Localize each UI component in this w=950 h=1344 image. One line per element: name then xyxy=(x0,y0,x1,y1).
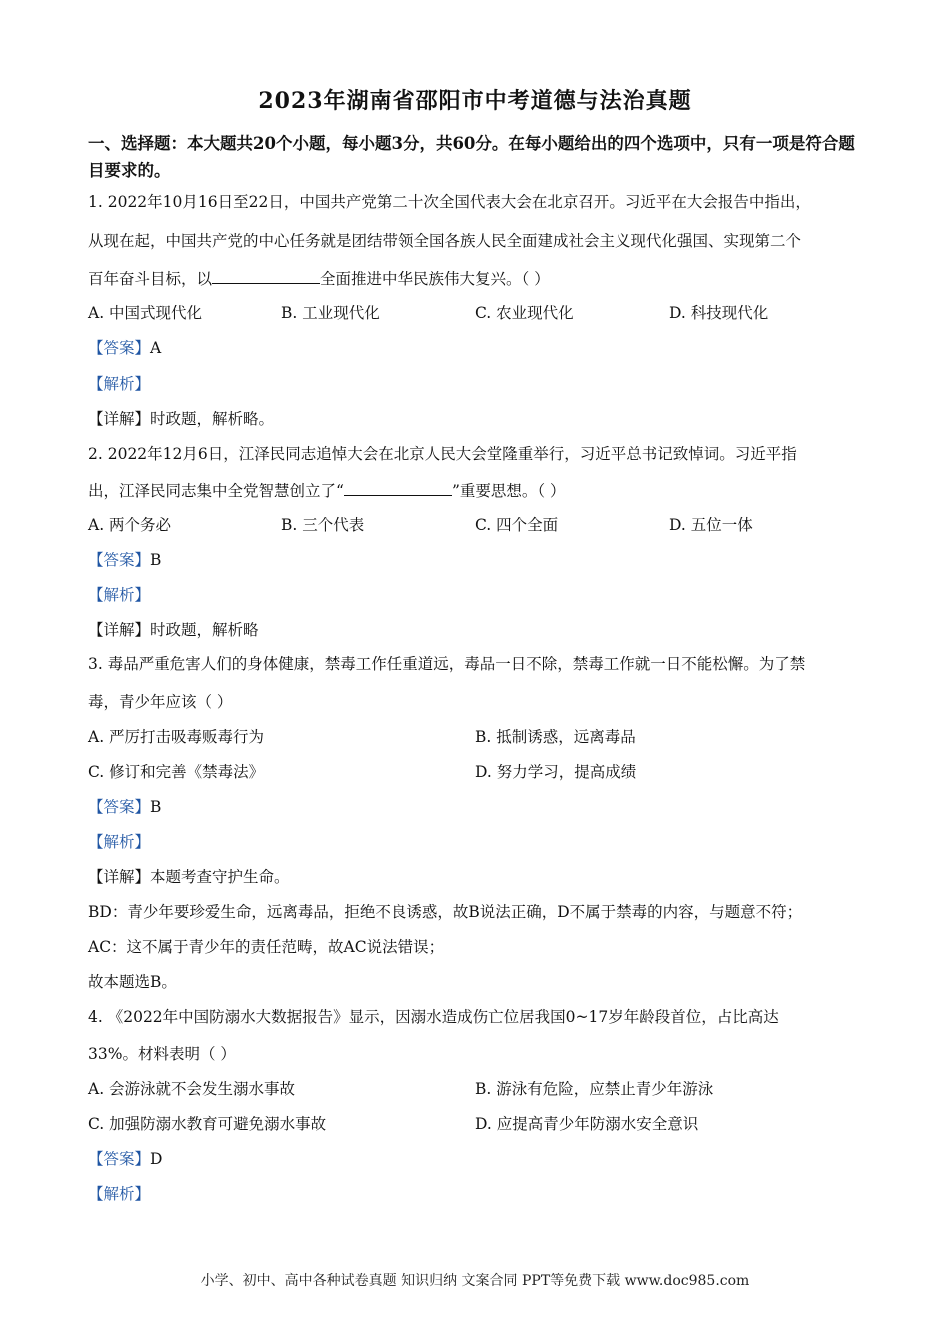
page-footer: 小学、初中、高中各种试卷真题 知识归纳 文案合同 PPT等免费下载 www.doc985.com xyxy=(200,1273,750,1289)
q3-analysis xyxy=(88,830,150,852)
q3-explanation-3: 故本题选B。 xyxy=(88,973,177,991)
answer-tag: 【答案】 xyxy=(88,339,151,357)
detail-tag: 【详解】 xyxy=(88,868,151,886)
q2-answer-value: B xyxy=(150,551,162,569)
detail-tag: 【详解】 xyxy=(88,621,151,639)
q3-option-b: B. 抵制诱惑，远离毒品 xyxy=(475,728,636,746)
q1-answer xyxy=(88,336,161,358)
q3-detail-text: 本题考查守护生命。 xyxy=(150,868,290,886)
q1-line-1: 1. 2022年10月16日至22日，中国共产党第二十次全国代表大会在北京召开。习近平在大会报告中指出， xyxy=(88,193,811,211)
q3-option-c: C. 修订和完善《禁毒法》 xyxy=(88,763,265,781)
q1-blank xyxy=(212,269,320,284)
q2-line-2-start: 出，江泽民同志集中全党智慧创立了“ xyxy=(88,482,344,500)
q2-answer xyxy=(88,548,161,570)
q1-option-c: C. 农业现代化 xyxy=(475,304,574,322)
q1-option-a: A. 中国式现代化 xyxy=(88,304,203,322)
page-title: 2023年湖南省邵阳市中考道德与法治真题 xyxy=(258,88,692,114)
q3-answer-value: B xyxy=(150,798,162,816)
q2-option-c: C. 四个全面 xyxy=(475,516,559,534)
q1-detail xyxy=(88,407,274,429)
q3-explanation-1: BD：青少年要珍爱生命，远离毒品，拒绝不良诱惑，故B说法正确，D不属于禁毒的内容，与题意不符； xyxy=(88,903,803,921)
q3-option-a: A. 严厉打击吸毒贩毒行为 xyxy=(88,728,265,746)
q2-option-d: D. 五位一体 xyxy=(669,516,753,534)
analysis-tag: 【解析】 xyxy=(88,833,151,851)
answer-tag: 【答案】 xyxy=(88,798,151,816)
analysis-tag: 【解析】 xyxy=(88,375,151,393)
q4-option-b: B. 游泳有危险，应禁止青少年游泳 xyxy=(475,1080,714,1098)
q1-answer-value: A xyxy=(150,339,162,357)
q4-analysis xyxy=(88,1182,150,1204)
q2-option-a: A. 两个务必 xyxy=(88,516,172,534)
q2-line-2-end: ”重要思想。（ ） xyxy=(451,482,566,500)
q1-detail-text: 时政题，解析略。 xyxy=(150,410,275,428)
q1-line-3 xyxy=(88,267,550,289)
detail-tag: 【详解】 xyxy=(88,410,151,428)
q3-line-1: 3. 毒品严重危害人们的身体健康，禁毒工作任重道远，毒品一日不除，禁毒工作就一日不能松懈。为了禁 xyxy=(88,655,806,673)
q2-line-2 xyxy=(88,479,566,501)
q3-explanation-2: AC：这不属于青少年的责任范畴，故AC说法错误； xyxy=(88,938,445,956)
q1-line-3-start: 百年奋斗目标，以 xyxy=(88,270,213,288)
q1-option-d: D. 科技现代化 xyxy=(669,304,769,322)
q3-answer xyxy=(88,795,161,817)
q4-option-d: D. 应提高青少年防溺水安全意识 xyxy=(475,1115,699,1133)
answer-tag: 【答案】 xyxy=(88,551,151,569)
q3-option-d: D. 努力学习，提高成绩 xyxy=(475,763,637,781)
q3-line-2: 毒，青少年应该（ ） xyxy=(88,693,233,711)
q2-line-1: 2. 2022年12月6日，江泽民同志追悼大会在北京人民大会堂隆重举行，习近平总书记致悼词。习近平指 xyxy=(88,445,797,463)
analysis-tag: 【解析】 xyxy=(88,586,151,604)
q4-answer xyxy=(88,1147,162,1169)
q4-line-2: 33%。材料表明（ ） xyxy=(88,1045,236,1063)
q1-analysis xyxy=(88,372,150,394)
q2-detail xyxy=(88,618,259,640)
q2-detail-text: 时政题，解析略 xyxy=(150,621,259,639)
q4-answer-value: D xyxy=(150,1150,163,1168)
q2-blank xyxy=(344,481,452,496)
section-heading: 一、选择题：本大题共20个小题，每小题3分，共60分。在每小题给出的四个选项中，只有一项是符合题目要求的。 xyxy=(88,134,855,180)
q1-line-3-end: 全面推进中华民族伟大复兴。（ ） xyxy=(320,270,550,288)
q3-detail xyxy=(88,865,290,887)
q4-option-a: A. 会游泳就不会发生溺水事故 xyxy=(88,1080,296,1098)
q4-option-c: C. 加强防溺水教育可避免溺水事故 xyxy=(88,1115,327,1133)
q1-line-2: 从现在起，中国共产党的中心任务就是团结带领全国各族人民全面建成社会主义现代化强国、实现第二个 xyxy=(88,232,802,250)
q2-analysis xyxy=(88,583,150,605)
q4-line-1: 4. 《2022年中国防溺水大数据报告》显示，因溺水造成伤亡位居我国0~17岁年龄段首位，占比高达 xyxy=(88,1008,779,1026)
q1-option-b: B. 工业现代化 xyxy=(281,304,380,322)
analysis-tag: 【解析】 xyxy=(88,1185,151,1203)
answer-tag: 【答案】 xyxy=(88,1150,151,1168)
q2-option-b: B. 三个代表 xyxy=(281,516,365,534)
